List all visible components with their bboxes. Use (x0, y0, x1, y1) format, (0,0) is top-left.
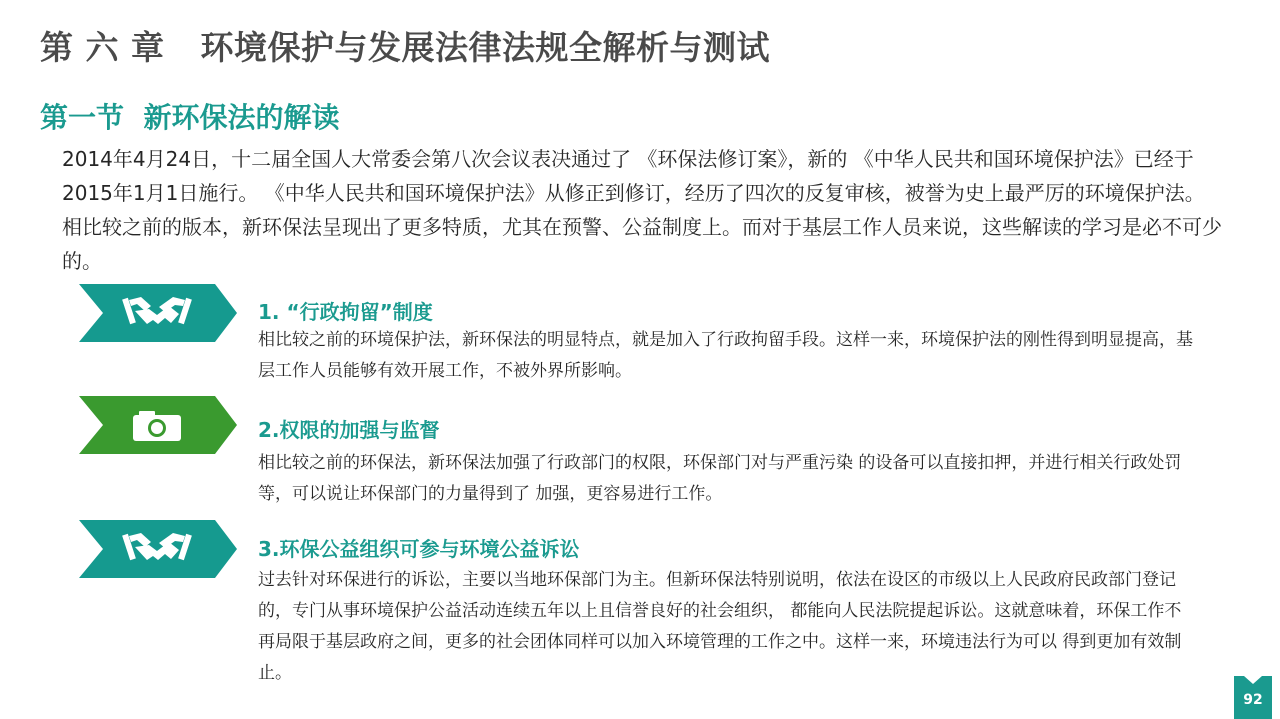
item-body-authority: 相比较之前的环保法，新环保法加强了行政部门的权限，环保部门对与严重污染 的设备可以直接扣押，并进行相关行政处罚等，可以说让环保部门的力量得到了 加强，更容易进行工作。 (258, 453, 1182, 504)
intro-paragraph: 2014年4月24日，十二届全国人大常委会第八次会议表决通过了 《环保法修订案》，新的 《中华人民共和国环境保护法》已经于2015年1月1日施行。 《中华人民共和国环境保护法》从修正到修订，经历了四次的反复审核，被誉为史上最严厉的环境保护法。相比较之前的版本，新环保法呈现出了更多特质，尤其在预警、公益制度上。而对于基层工作人员来说，这些解读的学习是必不可少的。 (62, 147, 1222, 273)
handshake-icon (79, 520, 237, 578)
item-heading-public-interest: 3.环保公益组织可参与环境公益诉讼 (258, 537, 580, 561)
page-number: 92 (1243, 692, 1263, 708)
item-heading-detention: 1. “行政拘留”制度 (258, 300, 433, 324)
item-heading-authority: 2.权限的加强与监督 (258, 418, 440, 442)
camera-icon (79, 396, 237, 454)
item-body-public-interest: 过去针对环保进行的诉讼，主要以当地环保部门为主。但新环保法特别说明，依法在设区的市级以上人民政府民政部门登记的，专门从事环境保护公益活动连续五年以上且信誉良好的社会组织， 都能向人民法院提起诉讼。这就意味着，环保工作不再局限于基层政府之间，更多的社会团体同样可以加入环境管理的工作之中。这样一来，环境违法行为可以 得到更加有效制止。 (258, 570, 1182, 683)
item-body-detention: 相比较之前的环境保护法，新环保法的明显特点，就是加入了行政拘留手段。这样一来，环境保护法的刚性得到明显提高，基层工作人员能够有效开展工作，不被外界所影响。 (258, 330, 1193, 381)
handshake-icon (79, 284, 237, 342)
section-title: 第一节 新环保法的解读 (40, 101, 340, 134)
chapter-title: 第 六 章 环境保护与发展法律法规全解析与测试 (40, 28, 770, 67)
